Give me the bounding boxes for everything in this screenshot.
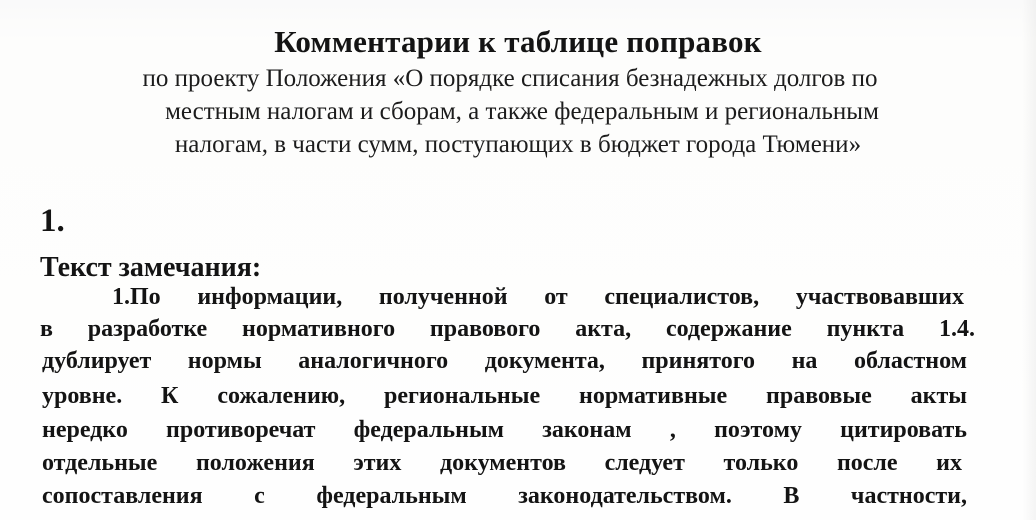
- subtitle-line-1: по проекту Положения «О порядке списания безнадежных долгов по: [142, 65, 878, 92]
- body-line-1: 1.По информации, полученной от специалистов, участвовавших: [112, 284, 964, 310]
- subtitle-line-3: налогам, в части сумм, поступающих в бюджет города Тюмени»: [174, 131, 862, 158]
- scan-edge-shadow: [1022, 0, 1036, 520]
- body-line-6: отдельные положения этих документов следует только после их: [42, 450, 962, 476]
- body-line-2: в разработке нормативного правового акта, содержание пункта 1.4.: [40, 316, 975, 342]
- section-number: 1.: [40, 203, 65, 239]
- body-line-4: уровне. К сожалению, региональные нормативные правовые акты: [42, 383, 967, 409]
- body-line-7: сопоставления с федеральным законодательством. В частности,: [42, 483, 967, 509]
- section-heading: Текст замечания:: [40, 252, 262, 283]
- body-line-3: дублирует нормы аналогичного документа, принятого на областном: [42, 348, 967, 374]
- body-line-5: нередко противоречат федеральным законам , поэтому цитировать: [42, 417, 967, 443]
- subtitle-line-2: местным налогам и сборам, а также федеральным и региональным: [165, 98, 879, 125]
- document-title: Комментарии к таблице поправок: [274, 24, 762, 59]
